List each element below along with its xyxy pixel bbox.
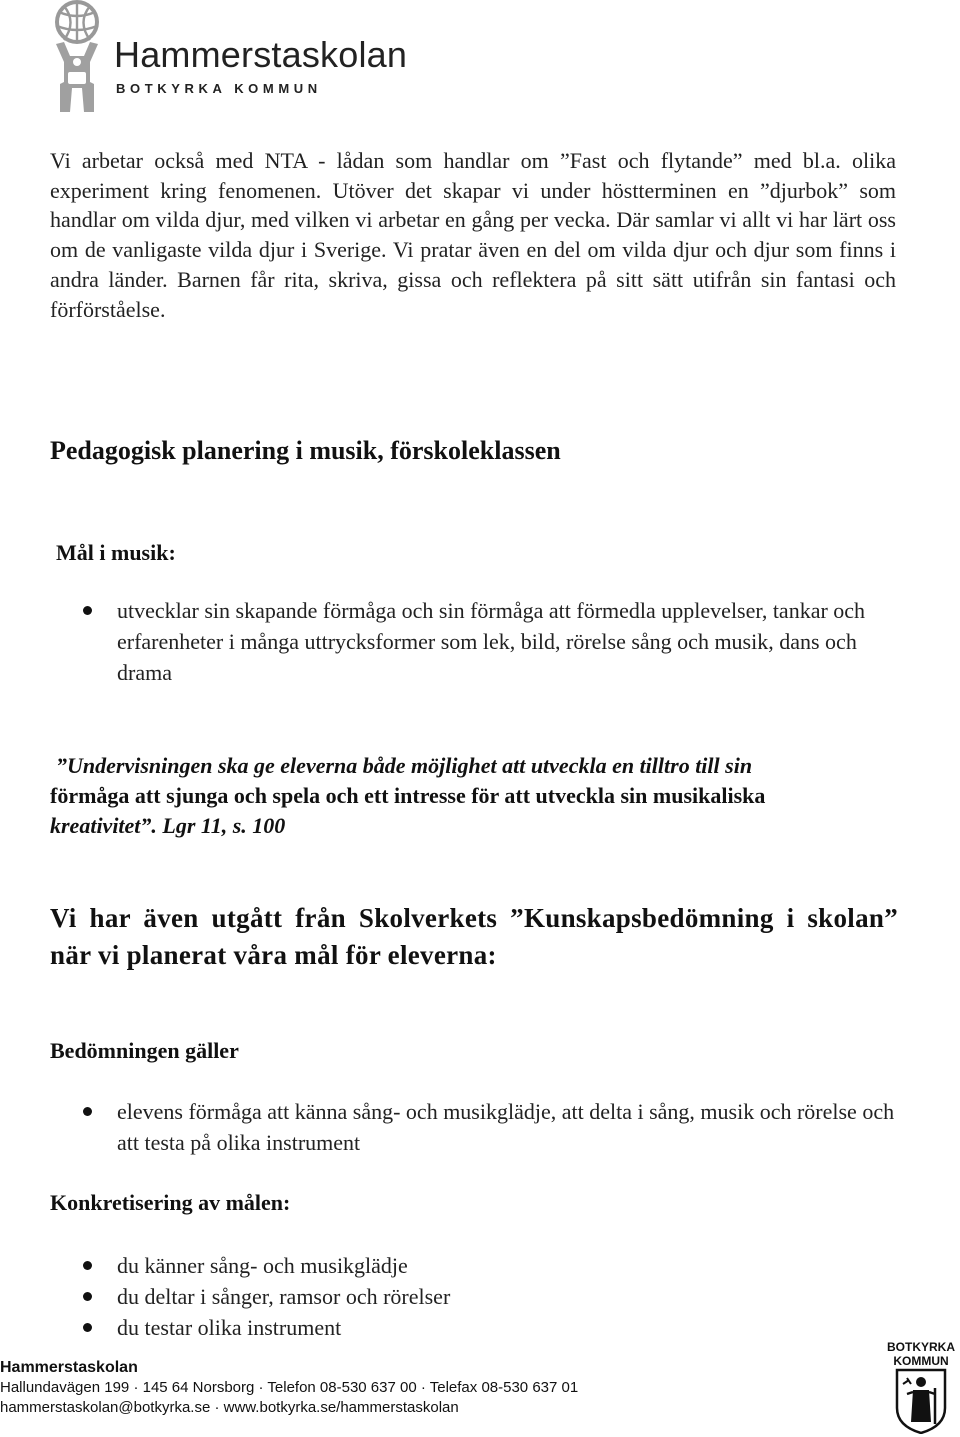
- goals-heading: Mål i musik:: [56, 540, 176, 565]
- concretization-text: du testar olika instrument: [117, 1315, 342, 1340]
- assessment-text: elevens förmåga att känna sång- och musikglädje, att delta i sång, musik och rörelse och att testa på olika instrument: [117, 1099, 895, 1155]
- footer-contact: hammerstaskolan@botkyrka.se · www.botkyrka.se/hammerstaskolan: [0, 1399, 459, 1416]
- bullet-dot-icon: [83, 606, 92, 615]
- planning-heading: Pedagogisk planering i musik, förskoleklassen: [50, 436, 561, 465]
- list-item: [50, 1250, 900, 1281]
- list-item: [50, 1096, 900, 1158]
- bullet-dot-icon: [83, 1292, 92, 1301]
- assessment-list: [50, 1096, 900, 1158]
- concretization-text: du känner sång- och musikglädje: [117, 1253, 408, 1278]
- concretization-list: [50, 1250, 900, 1343]
- bullet-dot-icon: [83, 1261, 92, 1270]
- intro-paragraph: Vi arbetar också med NTA - lådan som handlar om ”Fast och flytande” med bl.a. olika experiment kring fenomenen. Utöver det skapar vi under höstterminen en ”djurbok” som handlar om vilda djur, med vilken vi arbetar en gång per vecka. Där samlar vi allt vi har lärt oss om de vanligaste vilda djur i Sverige. Vi pratar även en del om vilda djur och djur som finns i andra länder. Barnen får rita, skriva, gissa och reflektera på sitt sätt utifrån sin fantasi och förförståelse.: [50, 148, 896, 322]
- seal-line-1: BOTKYRKA: [887, 1340, 955, 1354]
- list-item: [50, 1312, 900, 1343]
- quote-line-end: kreativitet”. Lgr 11, s. 100: [50, 813, 286, 838]
- school-logo-icon: [50, 0, 102, 118]
- quote-line-start: ”Undervisningen ska ge eleverna både möjlighet att utveckla en tilltro till sin: [56, 753, 753, 778]
- botkyrka-coat-of-arms-icon: [885, 1338, 957, 1434]
- list-item: [50, 1281, 900, 1312]
- intro-section: [50, 146, 896, 324]
- goals-list: [50, 595, 900, 688]
- assessment-heading: Bedömningen gäller: [50, 1038, 239, 1063]
- logo-municipality: BOTKYRKA KOMMUN: [116, 81, 322, 96]
- logo-school-name: Hammerstaskolan: [114, 34, 408, 75]
- footer-address: Hallundavägen 199 · 145 64 Norsborg · Telefon 08-530 637 00 · Telefax 08-530 637 01: [0, 1379, 579, 1396]
- quote-line-middle: förmåga att sjunga och spela och ett intresse för att utveckla sin musikaliska: [50, 783, 766, 808]
- bullet-dot-icon: [83, 1323, 92, 1332]
- concretization-text: du deltar i sånger, ramsor och rörelser: [117, 1284, 451, 1309]
- bullet-dot-icon: [83, 1107, 92, 1116]
- footer-school-name: Hammerstaskolan: [0, 1359, 138, 1376]
- skolverket-statement: Vi har även utgått från Skolverkets ”Kunskapsbedömning i skolan” när vi planerat våra mål för eleverna:: [50, 903, 898, 970]
- concretization-heading: Konkretisering av målen:: [50, 1190, 291, 1215]
- header: [50, 0, 450, 118]
- goal-text: utvecklar sin skapande förmåga och sin förmåga att förmedla upplevelser, tankar och erfarenheter i många uttrycksformer som lek, bild, rörelse sång och musik, dans och drama: [117, 598, 866, 685]
- seal-line-2: KOMMUN: [893, 1354, 949, 1368]
- list-item: [50, 595, 900, 688]
- curriculum-quote: [50, 751, 898, 841]
- footer: [0, 1358, 578, 1418]
